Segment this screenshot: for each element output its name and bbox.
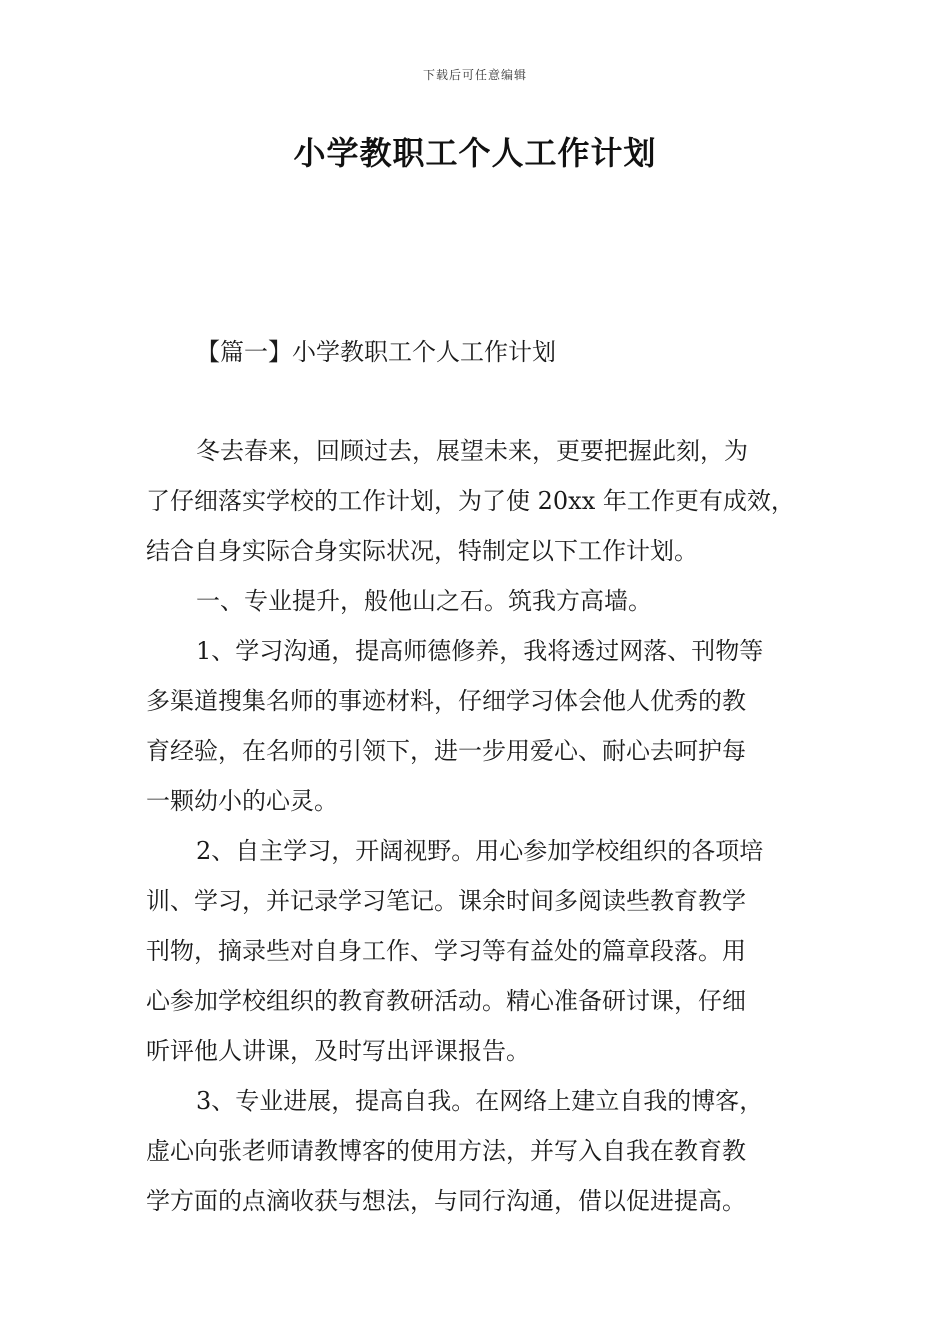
paragraph	[146, 1076, 816, 1226]
text-line: 一、专业提升，般他山之石。筑我方高墙。	[196, 587, 652, 615]
text-line: 学方面的点滴收获与想法，与同行沟通，借以促进提高。	[146, 1187, 746, 1215]
text-line: 冬去春来，回顾过去，展望未来，更要把握此刻，为	[196, 437, 748, 465]
text-line: 心参加学校组织的教育教研活动。精心准备研讨课，仔细	[146, 987, 746, 1015]
text-line: 了仔细落实学校的工作计划，为了使 20xx 年工作更有成效，	[146, 487, 795, 515]
paragraph	[146, 826, 816, 1076]
section-heading: 【篇一】小学教职工个人工作计划	[196, 338, 556, 366]
text-line: 刊物，摘录些对自身工作、学习等有益处的篇章段落。用	[146, 937, 746, 965]
text-line: 1、学习沟通，提高师德修养，我将透过网落、刊物等	[196, 637, 764, 665]
text-line: 听评他人讲课，及时写出评课报告。	[146, 1037, 530, 1065]
paragraph	[146, 576, 816, 626]
text-line: 结合自身实际合身实际状况，特制定以下工作计划。	[146, 537, 698, 565]
text-line: 3、专业进展，提高自我。在网络上建立自我的博客，	[196, 1087, 764, 1115]
text-line: 2、自主学习，开阔视野。用心参加学校组织的各项培	[196, 837, 764, 865]
text-line: 虚心向张老师请教博客的使用方法，并写入自我在教育教	[146, 1137, 746, 1165]
header-note: 下载后可任意编辑	[422, 68, 527, 82]
document-title: 小学教职工个人工作计划	[293, 134, 657, 172]
text-line: 一颗幼小的心灵。	[146, 787, 338, 815]
text-line: 育经验，在名师的引领下，进一步用爱心、耐心去呵护每	[146, 737, 746, 765]
text-line: 训、学习，并记录学习笔记。课余时间多阅读些教育教学	[146, 887, 746, 915]
document-body	[146, 426, 816, 1226]
paragraph	[146, 426, 816, 576]
paragraph	[146, 626, 816, 826]
text-line: 多渠道搜集名师的事迹材料，仔细学习体会他人优秀的教	[146, 687, 746, 715]
